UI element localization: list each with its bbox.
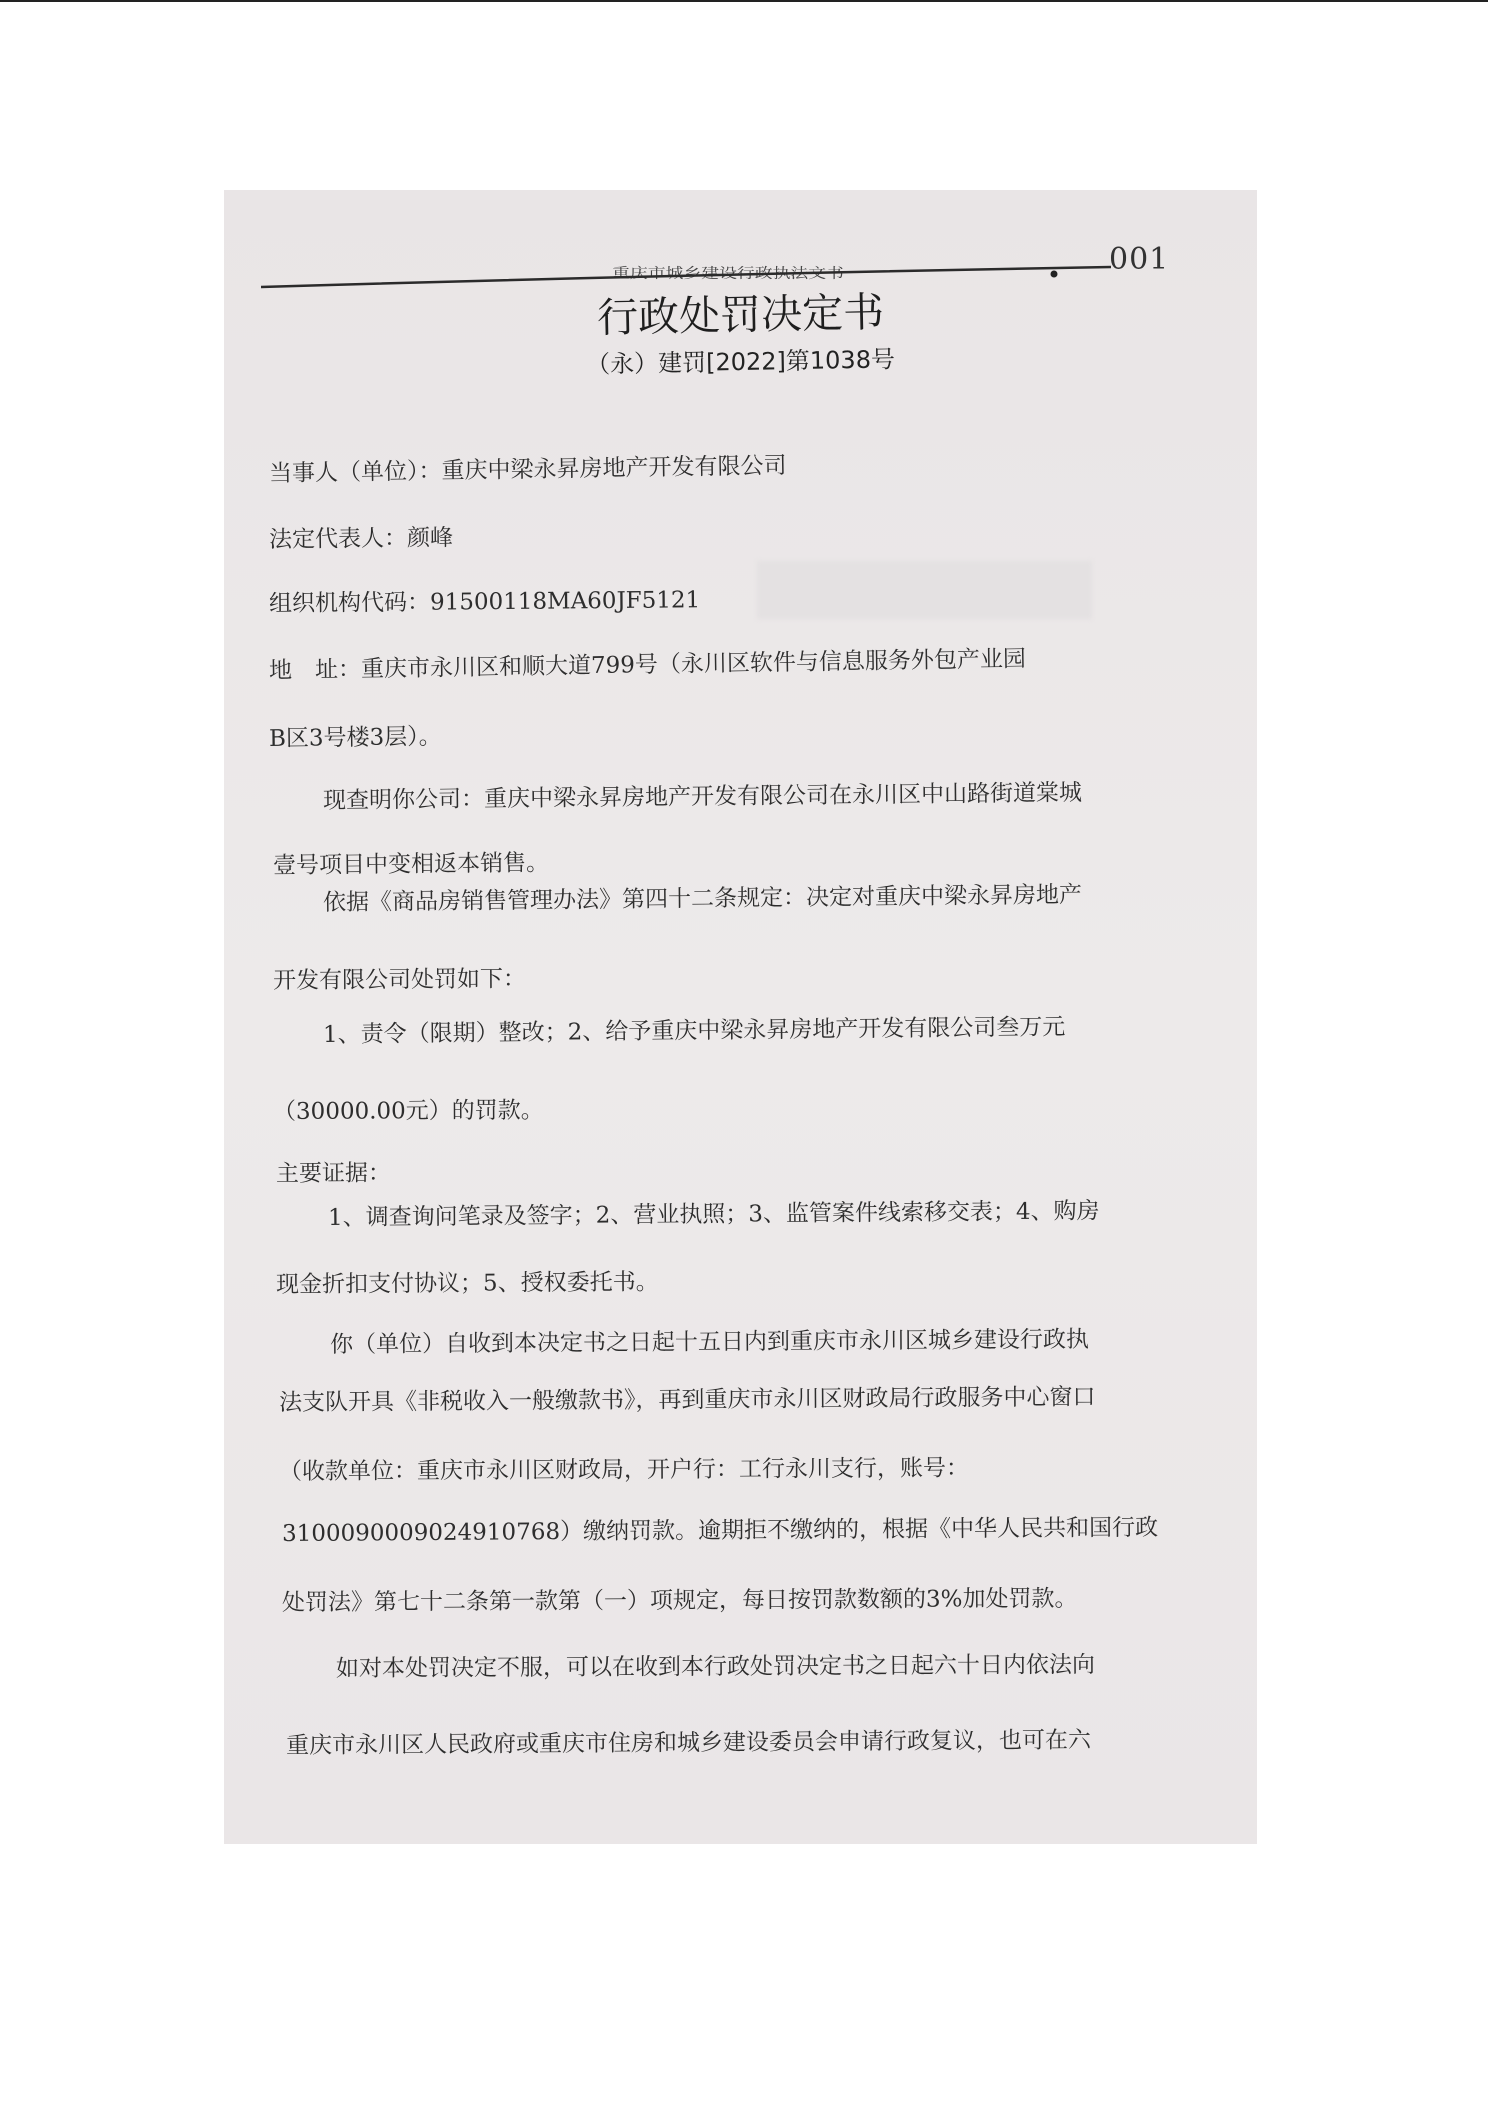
page-top-border [0,0,1488,2]
document-number: 001 [1109,242,1170,277]
payment-line-5: 处罚法》第七十二条第一款第（一）项规定，每日按罚款数额的3%加处罚款。 [281,1585,1078,1616]
document-photo [224,190,1257,1844]
basis-line-2: 开发有限公司处罚如下： [272,966,527,994]
case-number: （永）建罚[2022]第1038号 [585,345,896,379]
legal-rep-line: 法定代表人：颜峰 [268,525,454,553]
finding-line-2: 壹号项目中变相返本销售。 [272,850,550,879]
evidence-line-1: 1、调查询问笔录及签字；2、营业执照；3、监管案件线索移交表；4、购房 [327,1198,1100,1231]
penalty-line-2: （30000.00元）的罚款。 [272,1097,544,1125]
document-title: 行政处罚决定书 [596,287,885,342]
payment-line-3: （收款单位：重庆市永川区财政局，开户行：工行永川支行，账号： [278,1455,970,1485]
appeal-line-1: 如对本处罚决定不服，可以在收到本行政处罚决定书之日起六十日内依法向 [335,1652,1096,1682]
address-line-2: B区3号楼3层）。 [268,723,442,752]
payment-line-2: 法支队开具《非税收入一般缴款书》，再到重庆市永川区财政局行政服务中心窗口 [278,1384,1096,1416]
evidence-line-2: 现金折扣支付协议；5、授权委托书。 [275,1269,659,1298]
appeal-line-2: 重庆市永川区人民政府或重庆市住房和城乡建设委员会申请行政复议，也可在六 [285,1727,1092,1759]
series-label-svg-text: 重庆市城乡建设行政执法文书 [612,266,794,282]
redacted-area [757,561,1092,619]
party-line: 当事人（单位）：重庆中梁永昇房地产开发有限公司 [268,452,787,487]
evidence-heading: 主要证据： [275,1160,392,1187]
address-line-1: 地 址：重庆市永川区和顺大道799号（永川区软件与信息服务外包产业园 [268,646,1027,684]
finding-line-1: 现查明你公司：重庆中梁永昇房地产开发有限公司在永川区中山路街道棠城 [322,780,1083,814]
payment-line-1: 你（单位）自收到本决定书之日起十五日内到重庆市永川区城乡建设行政执 [329,1326,1090,1358]
payment-line-4: 3100090009024910768）缴纳罚款。逾期拒不缴纳的，根据《中华人民共和国行政 [281,1514,1159,1547]
org-code-line: 组织机构代码：91500118MA60JF5121 [268,587,701,617]
penalty-line-1: 1、责令（限期）整改；2、给予重庆中梁永昇房地产开发有限公司叁万元 [322,1014,1066,1048]
basis-line-1: 依据《商品房销售管理办法》第四十二条规定：决定对重庆中梁永昇房地产 [322,882,1083,916]
